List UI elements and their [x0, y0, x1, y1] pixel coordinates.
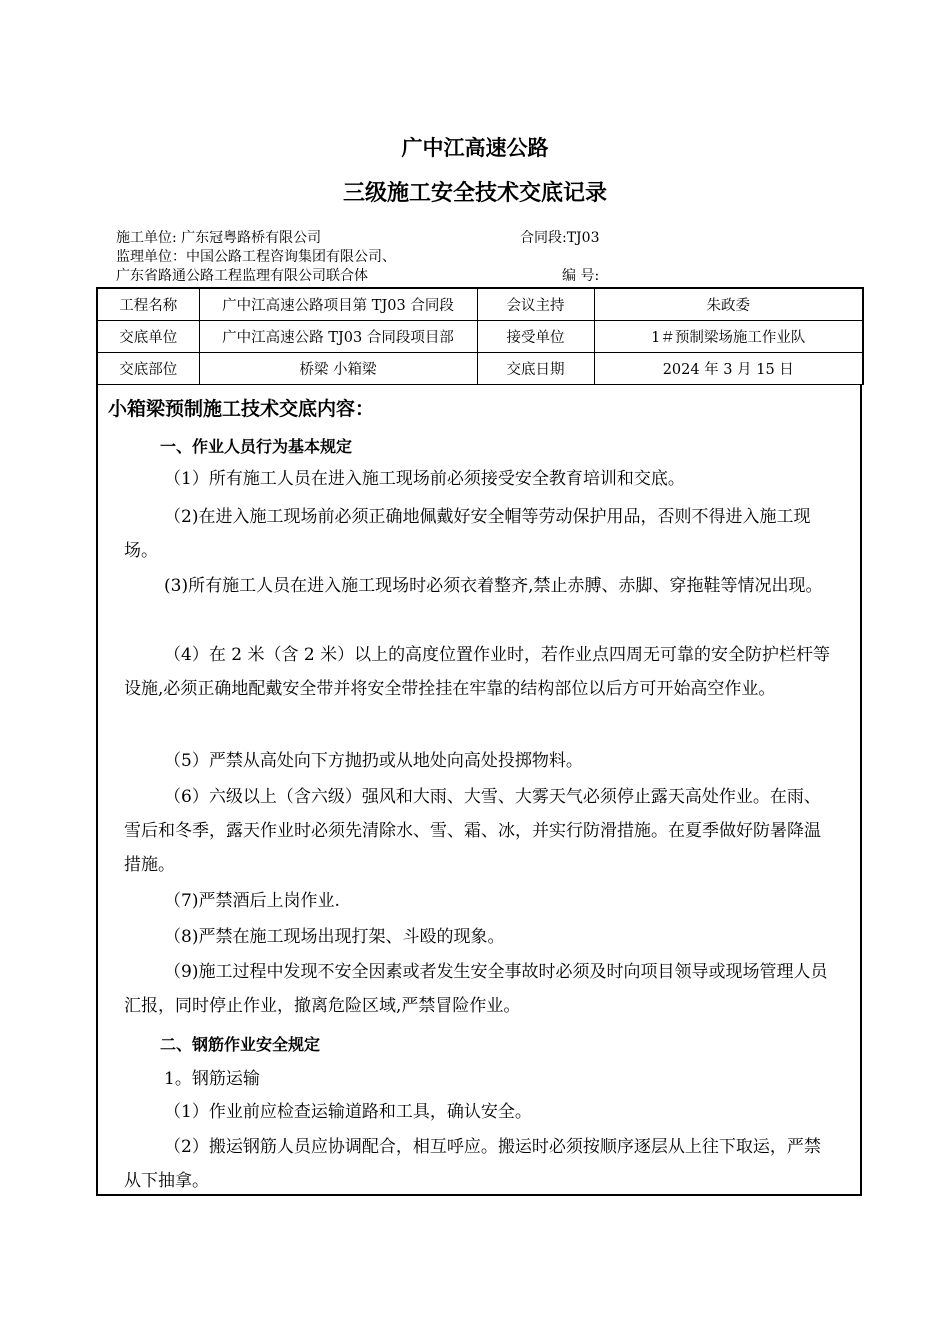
paragraph: (3)所有施工人员在进入施工现场时必须衣着整齐,禁止赤膊、赤脚、穿拖鞋等情况出现。	[164, 576, 823, 596]
contract-section: 合同段:TJ03	[520, 230, 600, 246]
paragraph: （1）所有施工人员在进入施工现场前必须接受安全教育培训和交底。	[164, 469, 685, 489]
info-table	[96, 287, 864, 385]
value-briefing-unit: 广中江高速公路 TJ03 合同段项目部	[199, 321, 477, 353]
label-briefing-date: 交底日期	[477, 353, 594, 385]
value-briefing-part: 桥梁 小箱梁	[199, 353, 477, 385]
construction-unit: 施工单位: 广东冠粤路桥有限公司	[116, 230, 322, 246]
table-row	[97, 353, 863, 385]
label-briefing-unit: 交底单位	[97, 321, 199, 353]
label-meeting-host: 会议主持	[477, 288, 594, 321]
paragraph: （1）作业前应检查运输道路和工具，确认安全。	[164, 1102, 532, 1122]
section-heading-1: 一、作业人员行为基本规定	[160, 437, 353, 456]
supervision-unit-line2: 广东省路通公路工程监理有限公司联合体	[116, 268, 368, 284]
paragraph: （2)在进入施工现场前必须正确地佩戴好安全帽等劳动保护用品，否则不得进入施工现场。	[124, 507, 811, 561]
value-briefing-date: 2024 年 3 月 15 日	[594, 353, 863, 385]
table-row	[97, 321, 863, 353]
label-project-name: 工程名称	[97, 288, 199, 321]
paragraph: （6）六级以上（含六级）强风和大雨、大雪、大雾天气必须停止露天高处作业。在雨、雪后和冬季，露天作业时必须先清除水、雪、霜、冰，并实行防滑措施。在夏季做好防暑降温措施。	[124, 787, 821, 875]
document-title: 三级施工安全技术交底记录	[342, 181, 607, 206]
label-receiving-unit: 接受单位	[477, 321, 594, 353]
briefing-content-box	[96, 384, 862, 1196]
paragraph: （5）严禁从高处向下方抛扔或从地处向高处投掷物料。	[164, 751, 583, 771]
section-heading-2: 二、钢筋作业安全规定	[160, 1035, 321, 1054]
value-receiving-unit: 1＃预制梁场施工作业队	[594, 321, 863, 353]
content-heading: 小箱梁预制施工技术交底内容：	[108, 398, 375, 420]
paragraph: （4）在 2 米（含 2 米）以上的高度位置作业时，若作业点四周无可靠的安全防护栏杆等设施,必须正确地配戴安全带并将安全带拴挂在牢靠的结构部位以后方可开始高空作业。	[124, 645, 831, 699]
paragraph: （2）搬运钢筋人员应协调配合，相互呼应。搬运时必须按顺序逐层从上往下取运，严禁从下抽拿。	[124, 1137, 821, 1191]
value-project-name: 广中江高速公路项目第 TJ03 合同段	[199, 288, 477, 321]
paragraph: （8)严禁在施工现场出现打架、斗殴的现象。	[164, 927, 505, 947]
paragraph: （9)施工过程中发现不安全因素或者发生安全事故时必须及时向项目领导或现场管理人员汇报，同时停止作业，撤离危险区域,严禁冒险作业。	[124, 962, 828, 1016]
label-briefing-part: 交底部位	[97, 353, 199, 385]
supervision-unit-line1: 监理单位：中国公路工程咨询集团有限公司、	[116, 249, 396, 265]
document-number-label: 编 号:	[562, 268, 600, 284]
project-title: 广中江高速公路	[401, 136, 549, 160]
paragraph: 1。钢筋运输	[164, 1069, 260, 1089]
table-row	[97, 288, 863, 321]
value-meeting-host: 朱政委	[594, 288, 863, 321]
paragraph: （7)严禁酒后上岗作业.	[164, 891, 340, 911]
